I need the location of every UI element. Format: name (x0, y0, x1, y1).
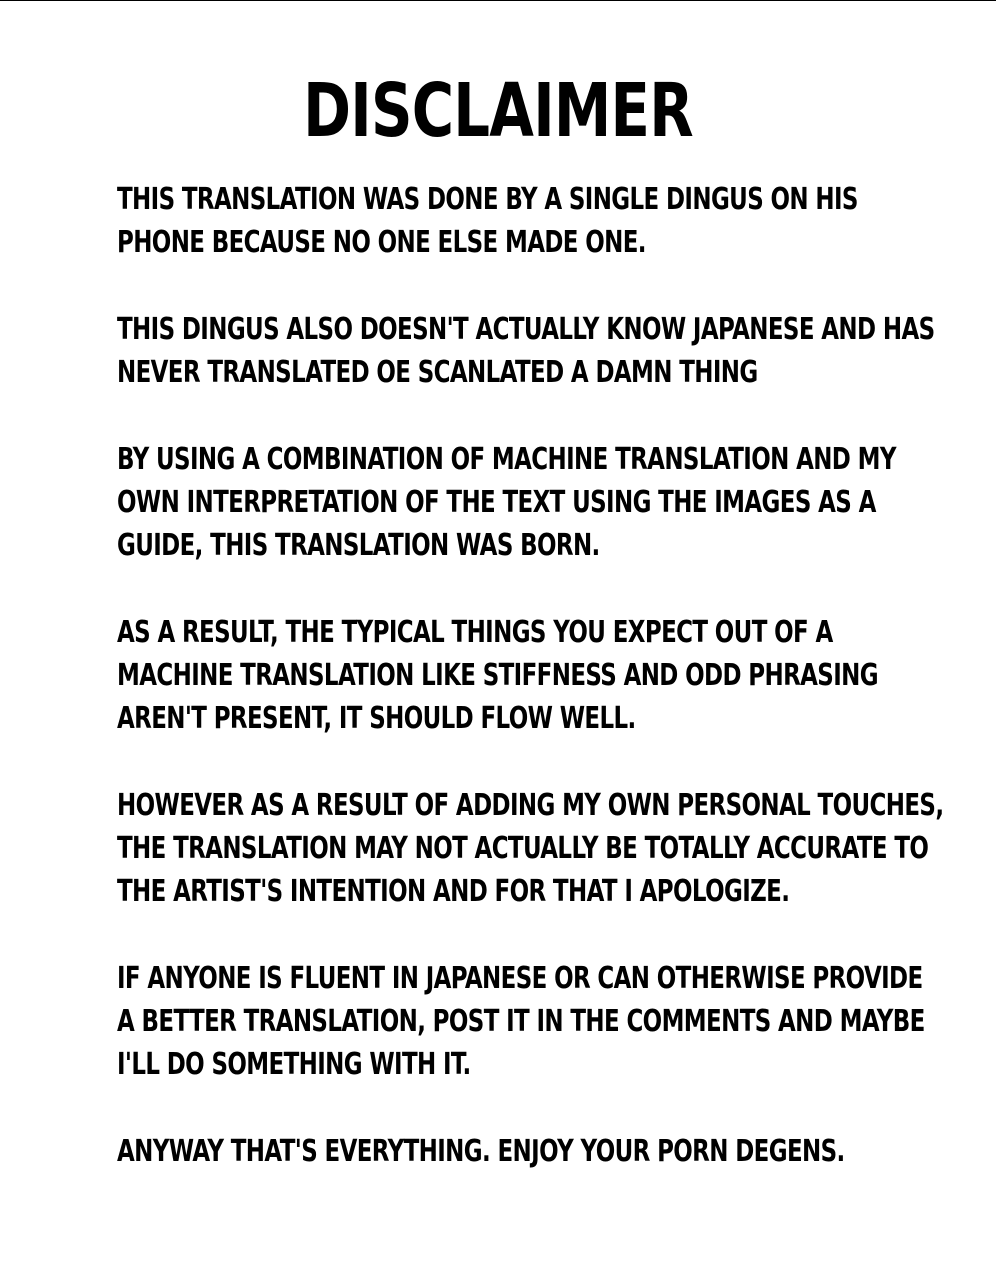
paragraph-line: GUIDE, THIS TRANSLATION WAS BORN. (117, 528, 600, 563)
paragraph-line: NEVER TRANSLATED OE SCANLATED A DAMN THING (117, 355, 758, 390)
paragraph-line: THIS DINGUS ALSO DOESN'T ACTUALLY KNOW JAPANESE AND HAS (117, 312, 935, 347)
paragraph-line: HOWEVER AS A RESULT OF ADDING MY OWN PERSONAL TOUCHES, (117, 788, 944, 823)
paragraph-line: MACHINE TRANSLATION LIKE STIFFNESS AND ODD PHRASING (117, 658, 878, 693)
paragraph-line: PHONE BECAUSE NO ONE ELSE MADE ONE. (117, 225, 646, 260)
paragraph-line: THE ARTIST'S INTENTION AND FOR THAT I APOLOGIZE. (117, 874, 790, 909)
paragraph-line: ANYWAY THAT'S EVERYTHING. ENJOY YOUR PORN DEGENS. (117, 1134, 845, 1169)
paragraph-6 (117, 957, 925, 1086)
paragraph-3 (117, 438, 896, 567)
paragraph-line: A BETTER TRANSLATION, POST IT IN THE COMMENTS AND MAYBE (117, 1004, 925, 1039)
paragraph-7 (117, 1130, 882, 1173)
paragraph-line: OWN INTERPRETATION OF THE TEXT USING THE IMAGES AS A (117, 485, 876, 520)
disclaimer-body (117, 178, 944, 1217)
paragraph-line: IF ANYONE IS FLUENT IN JAPANESE OR CAN OTHERWISE PROVIDE (117, 961, 923, 996)
paragraph-2 (117, 308, 935, 394)
page-title: DISCLAIMER (303, 68, 693, 154)
paragraph-line: THE TRANSLATION MAY NOT ACTUALLY BE TOTALLY ACCURATE TO (117, 831, 929, 866)
paragraph-line: BY USING A COMBINATION OF MACHINE TRANSLATION AND MY (117, 442, 896, 477)
paragraph-4 (117, 611, 882, 740)
paragraph-line: I'LL DO SOMETHING WITH IT. (117, 1047, 471, 1082)
paragraph-5 (117, 784, 944, 913)
paragraph-line: THIS TRANSLATION WAS DONE BY A SINGLE DINGUS ON HIS (117, 182, 858, 217)
paragraph-line: AREN'T PRESENT, IT SHOULD FLOW WELL. (117, 701, 636, 736)
paragraph-line: AS A RESULT, THE TYPICAL THINGS YOU EXPECT OUT OF A (117, 615, 833, 650)
paragraph-1 (117, 178, 882, 264)
